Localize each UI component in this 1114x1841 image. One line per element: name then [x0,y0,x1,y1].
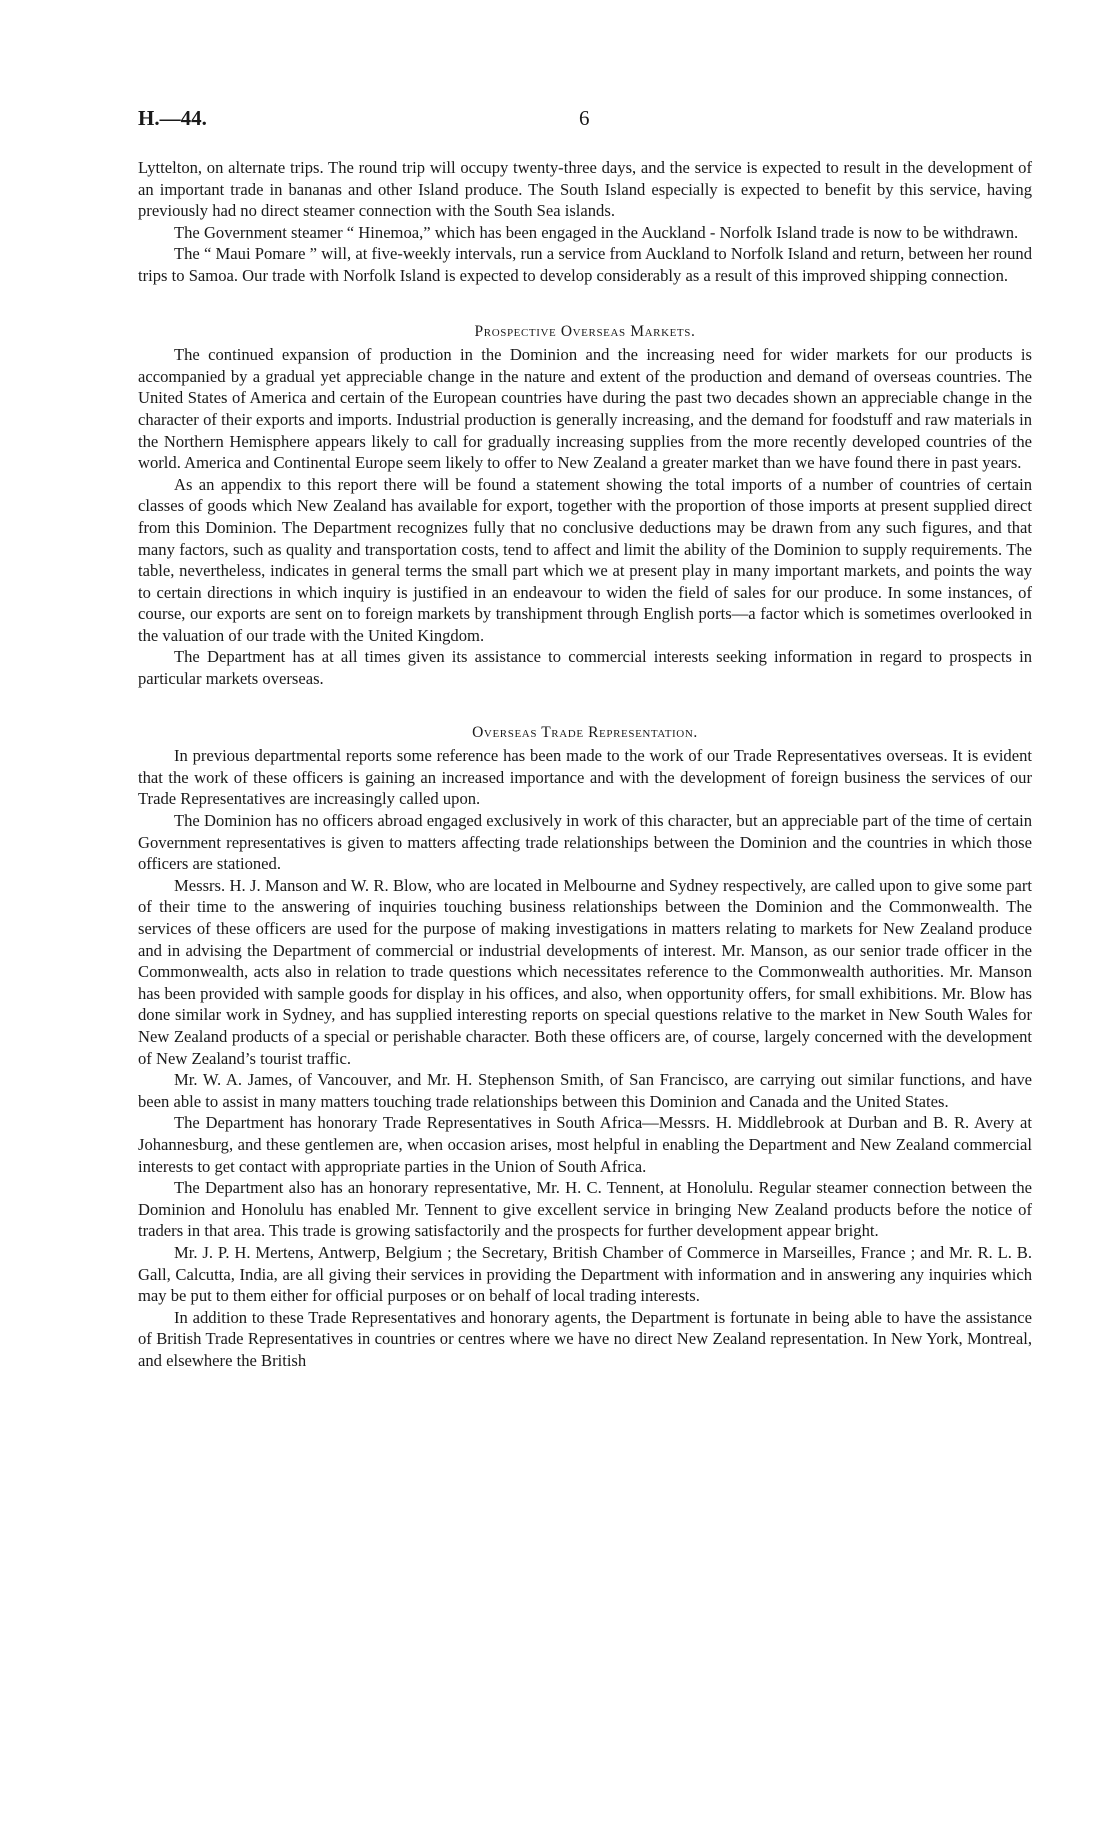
document-id: H.—44. [138,106,207,130]
section-heading-representation: Overseas Trade Representation. [472,723,698,741]
paragraph: The continued expansion of production in the Dominion and the increasing need for wider markets for our products is accompanied by a gradual yet appreciable change in the nature and extent of the production and demand of overseas countries. The United States of America and certain of the European countries have during the past two decades shown an appreciable change in the character of their exports and imports. Industrial production is generally increasing, and the demand for foodstuff and raw materials in the Northern Hemisphere appears likely to call for gradually increasing supplies from the more recently developed countries of the world. America and Continental Europe seem likely to offer to New Zealand a greater market than we have found there in past years. [138,345,1032,473]
paragraph: The Department has at all times given its assistance to commercial interests seeking information in regard to prospects in particular markets overseas. [138,647,1032,689]
paragraph: The Government steamer “ Hinemoa,” which has been engaged in the Auckland - Norfolk Island trade is now to be withdrawn. [174,222,1019,242]
paragraph: In previous departmental reports some reference has been made to the work of our Trade Representatives overseas. It is evident that the work of these officers is gaining an increased importance and with the development of foreign business the services of our Trade Representatives are increasingly called upon. [138,746,1032,809]
paragraph: Messrs. H. J. Manson and W. R. Blow, who are located in Melbourne and Sydney respectively, are called upon to give some part of their time to the answering of inquiries touching business relationships between the Dominion and the Commonwealth. The services of these officers are used for the purpose of making investigations in matters relating to markets for New Zealand produce and in advising the Department of commercial or industrial developments of interest. Mr. Manson, as our senior trade officer in the Commonwealth, acts also in relation to trade questions which necessitates reference to the Commonwealth authorities. Mr. Manson has been provided with sample goods for display in his offices, and also, when opportunity offers, for small exhibitions. Mr. Blow has done similar work in Sydney, and has supplied interesting reports on special questions relative to the market in New South Wales for New Zealand products of a special or perishable character. Both these officers are, of course, largely concerned with the development of New Zealand’s tourist traffic. [138,875,1032,1068]
paragraph: As an appendix to this report there will be found a statement showing the total imports of a number of countries of certain classes of goods which New Zealand has available for export, together with the proportion of those imports at present supplied direct from this Dominion. The Department recognizes fully that no conclusive deductions may be drawn from any such figures, and that many factors, such as quality and transportation costs, tend to affect and limit the ability of the Dominion to supply requirements. The table, nevertheless, indicates in general terms the small part which we at present play in many important markets, and points the way to certain directions in which inquiry is justified in an endeavour to widen the field of sales for our produce. In some instances, of course, our exports are sent on to foreign markets by transhipment through English ports—a factor which is sometimes overlooked in the valuation of our trade with the United Kingdom. [138,474,1032,645]
page-header [138,106,1032,136]
paragraph: The “ Maui Pomare ” will, at five-weekly intervals, run a service from Auckland to Norfolk Island and return, between her round trips to Samoa. Our trade with Norfolk Island is expected to develop considerably as a result of this improved shipping connection. [138,244,1032,285]
section-heading-markets: Prospective Overseas Markets. [474,322,696,340]
page-number: 6 [579,106,590,130]
paragraph: Mr. J. P. H. Mertens, Antwerp, Belgium ; the Secretary, British Chamber of Commerce in Marseilles, France ; and Mr. R. L. B. Gall, Calcutta, India, are all giving their services in providing the Department with information and in answering any inquiries which may be put to them either for official purposes or on behalf of local trading interests. [138,1242,1032,1306]
document-body [138,157,1032,1371]
paragraph: Mr. W. A. James, of Vancouver, and Mr. H. Stephenson Smith, of San Francisco, are carrying out similar functions, and have been able to assist in many matters touching trade relationships between this Dominion and Canada and the United States. [138,1070,1032,1111]
paragraph: The Department also has an honorary representative, Mr. H. C. Tennent, at Honolulu. Regular steamer connection between the Dominion and Honolulu has enabled Mr. Tennent to give excellent service in bringing New Zealand products before the notice of traders in that area. This trade is growing satisfactorily and the prospects for further development appear bright. [138,1178,1032,1241]
paragraph: Lyttelton, on alternate trips. The round trip will occupy twenty-three days, and the service is expected to result in the development of an important trade in bananas and other Island produce. The South Island especially is expected to benefit by this service, having previously had no direct steamer connection with the South Sea islands. [138,158,1032,221]
paragraph: The Dominion has no officers abroad engaged exclusively in work of this character, but an appreciable part of the time of certain Government representatives is given to matters affecting trade relationships between the Dominion and the countries in which those officers are stationed. [138,811,1032,874]
paragraph: The Department has honorary Trade Representatives in South Africa—Messrs. H. Middlebrook at Durban and B. R. Avery at Johannesburg, and these gentlemen are, when occasion arises, most helpful in enabling the Department and New Zealand commercial interests to get contact with appropriate parties in the Union of South Africa. [138,1113,1032,1176]
paragraph: In addition to these Trade Representatives and honorary agents, the Department is fortunate in being able to have the assistance of British Trade Representatives in countries or centres where we have no direct New Zealand representation. In New York, Montreal, and elsewhere the British [138,1307,1032,1370]
